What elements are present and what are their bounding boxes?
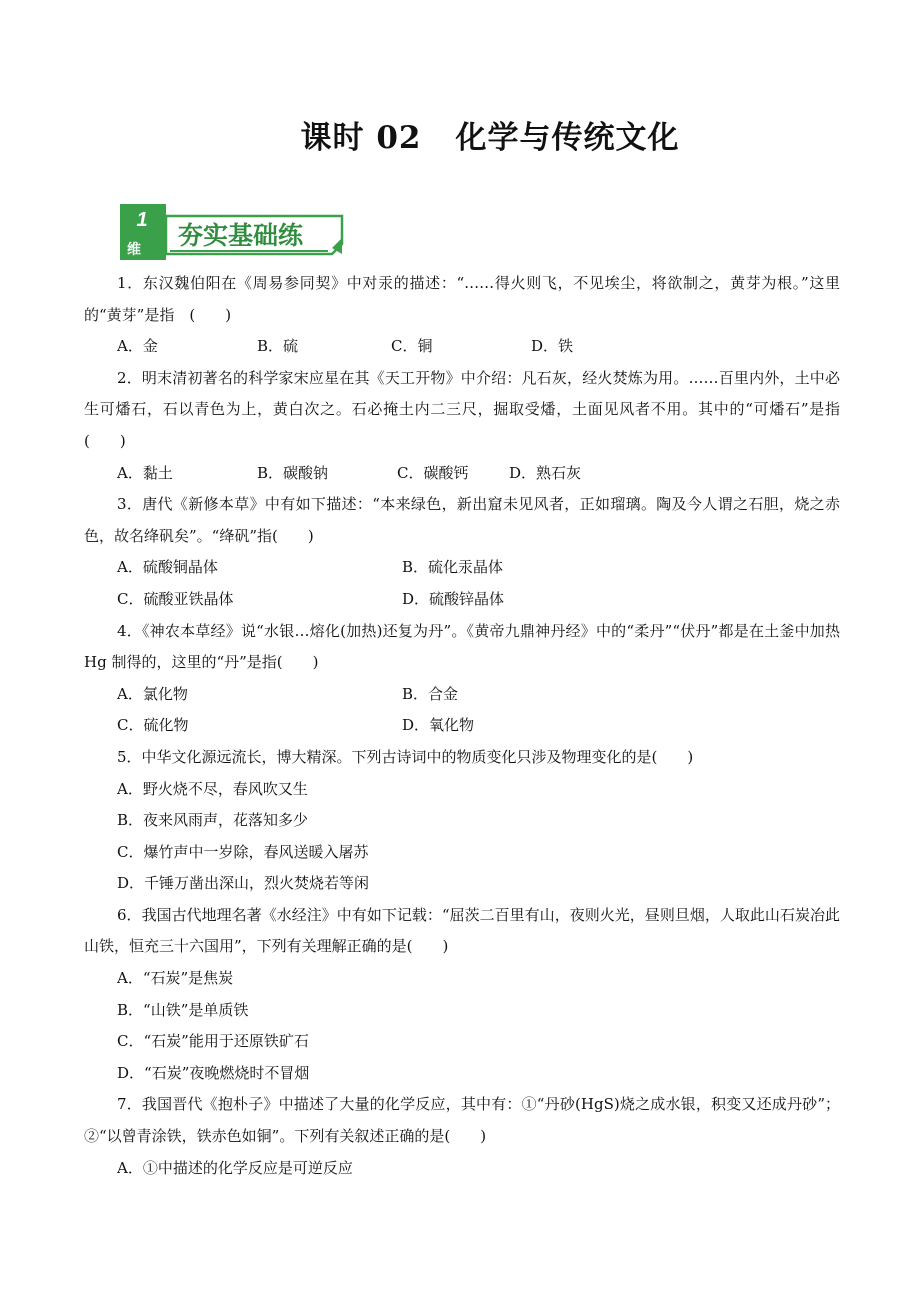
option-b: B．硫化汞晶体 xyxy=(402,558,504,577)
question-7-stem: 7．我国晋代《抱朴子》中描述了大量的化学反应，其中有：①“丹砂(HgS)烧之成水银，积变又还成丹砂”；②“以曾青涂铁，铁赤色如铜”。下列有关叙述正确的是( ) xyxy=(84,1095,840,1146)
question-1-stem: 1．东汉魏伯阳在《周易参同契》中对汞的描述：“……得火则飞，不见埃尘，将欲制之，黄芽为根。”这里的“黄芽”是指 ( ) xyxy=(84,274,840,324)
option-b: B．夜来风雨声，花落知多少 xyxy=(117,811,309,830)
question-3-options-row2 xyxy=(84,584,840,616)
question-5-stem: 5．中华文化源远流长，博大精深。下列古诗词中的物质变化只涉及物理变化的是( ) xyxy=(117,747,694,766)
badge-number: 1 xyxy=(136,209,148,231)
option-a: A．硫酸铜晶体 xyxy=(117,558,218,577)
option-a: A．黏土 xyxy=(117,463,173,482)
option-b: B．硫 xyxy=(257,337,299,356)
badge-word: 维 xyxy=(127,242,141,258)
option-b: B．碳酸钠 xyxy=(257,463,329,482)
question-4-options-row1 xyxy=(84,679,840,711)
badge-label: 夯实基础练 xyxy=(178,221,304,250)
option-d: D．硫酸锌晶体 xyxy=(402,589,505,608)
question-6-stem: 6．我国古代地理名著《水经注》中有如下记载：“屈茨二百里有山，夜则火光，昼则旦烟，人取此山石炭冶此山铁，恒充三十六国用”，下列有关理解正确的是( ) xyxy=(84,905,840,956)
option-b: B．合金 xyxy=(402,684,459,703)
option-d: D．铁 xyxy=(531,337,574,356)
option-d: D．千锤万凿出深山，烈火焚烧若等闲 xyxy=(117,874,370,893)
question-4-options-row2 xyxy=(84,710,840,742)
lesson-topic: 化学与传统文化 xyxy=(455,120,680,156)
option-d: D．氧化物 xyxy=(402,716,475,735)
option-c: C．碳酸钙 xyxy=(397,463,469,482)
question-3-options-row1 xyxy=(84,552,840,584)
question-2-stem: 2．明末清初著名的科学家宋应星在其《天工开物》中介绍：凡石灰，经火焚炼为用。……百里内外，土中必生可燔石，石以青色为上，黄白次之。石必掩土内二三尺，掘取受燔，土面见风者不用。其中的“可燔石”是指( ) xyxy=(84,368,840,450)
option-c: C．硫化物 xyxy=(117,716,189,735)
option-a: A．野火烧不尽，春风吹又生 xyxy=(117,779,308,798)
question-4-stem: 4．《神农本草经》说“水银…熔化(加热)还复为丹”。《黄帝九鼎神丹经》中的“柔丹”“伏丹”都是在土釜中加热 Hg 制得的，这里的“丹”是指( ) xyxy=(84,621,840,672)
question-2-options xyxy=(84,458,840,490)
option-a: A．金 xyxy=(117,337,158,356)
section-badge xyxy=(118,202,344,262)
lesson-number: 课时 02 xyxy=(300,120,422,156)
option-d: D．熟石灰 xyxy=(509,463,582,482)
option-c: C．爆竹声中一岁除，春风送暖入屠苏 xyxy=(117,842,369,861)
question-3-stem: 3．唐代《新修本草》中有如下描述：“本来绿色，新出窟未见风者，正如瑠璃。陶及今人谓之石胆，烧之赤色，故名绛矾矣”。“绛矾”指( ) xyxy=(84,495,840,545)
page-title xyxy=(0,112,920,157)
option-c: C．铜 xyxy=(391,337,433,356)
option-c: C．硫酸亚铁晶体 xyxy=(117,589,234,608)
option-d: D．“石炭”夜晚燃烧时不冒烟 xyxy=(117,1063,310,1082)
option-a: A．氯化物 xyxy=(117,684,188,703)
option-a: A．“石炭”是焦炭 xyxy=(117,969,234,988)
option-b: B．“山铁”是单质铁 xyxy=(117,1000,249,1019)
question-list xyxy=(84,268,840,1184)
option-c: C．“石炭”能用于还原铁矿石 xyxy=(117,1032,309,1051)
option-a: A．①中描述的化学反应是可逆反应 xyxy=(117,1158,353,1177)
question-1-options xyxy=(84,331,840,363)
